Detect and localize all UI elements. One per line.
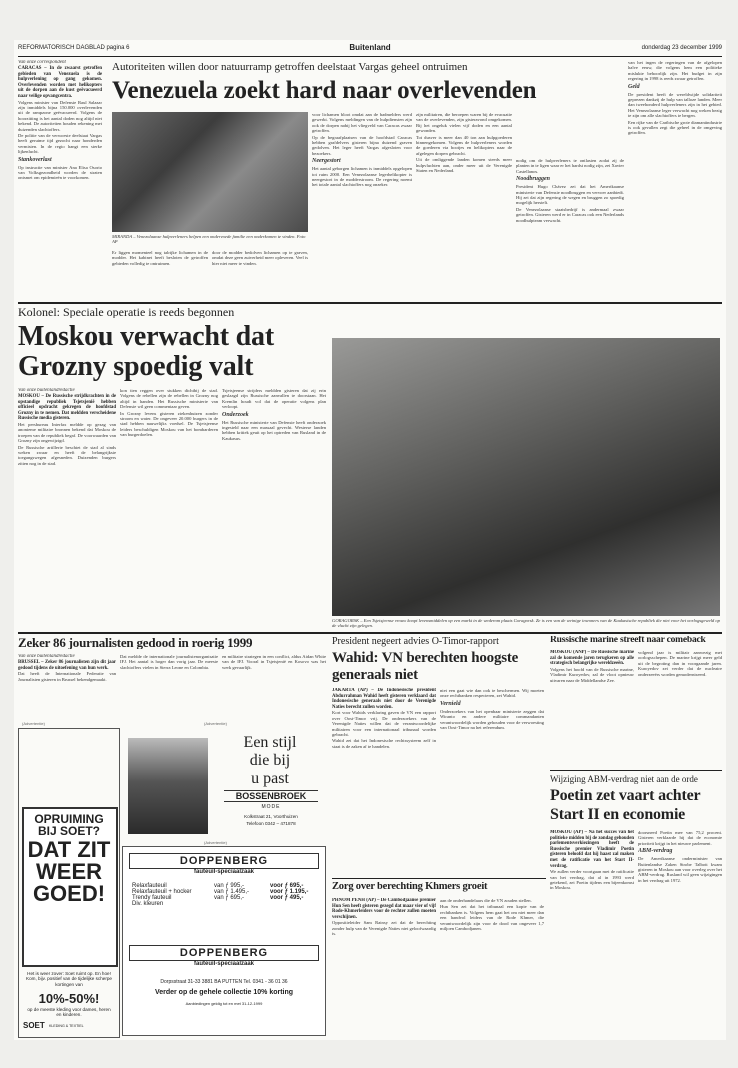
wahid-lead: JAKARTA (AP) – De Indonesische president Abdurrahman Wahid heeft gisteren verklaard dat Indonesische generaals niet door de Verenigde Naties berecht zullen worden. (332, 688, 436, 710)
section-title: Buitenland (349, 43, 391, 52)
doppenberg-logo-top: DOPPENBERG (129, 853, 319, 869)
phnom-lead: PHNOM PENH (AP) – De Cambodjaanse premier Hun Sen heeft gisteren gezegd dat maar vier of vijf Rode-Khmerleiders voor de rechter zullen moeten verschijnen. (332, 898, 436, 920)
ad-label: (Advertentie) (204, 840, 227, 845)
venezuela-sub-geld: Geld (628, 83, 640, 90)
venezuela-sub-noodbruggen: Noodbruggen (516, 176, 551, 183)
price-item-name: Trendy fauteuil (132, 895, 172, 901)
venezuela-col-a: Er liggen momenteel nog talrijke lichamen in de modder. Het kabinet heeft besloten de getroffen gebieden volledig te ontruimen. (112, 250, 208, 266)
venezuela-lead-column: Van onze correspondent CARACAS – In de zwaarst getroffen gebieden van Venezuela is de hulpverlening op gang gekomen. Overlevenden worden met helikopters uit de dorpen aan de kust geëvacueerd naar veilige opvangcentra. Volgens minister van Defensie Raul Salazar zijn inmiddels bijna 150.000 overlevenden uit de rampzone geëvacueerd. Volgens de hoorzitting is het aantal doden nog altijd niet bekend. De autoriteiten houden rekening met duizenden slachtoffers. De politie van de verwoeste deelstaat Vargas heeft geruime tijd gezocht naar honderden vermisten. In de regio hangt een sterke lijkenlucht. Stankoverlast Op instructie van minister Ana Elisa Osorio van Volksgezondheid worden de straten ontsmet om epidemieën te voorkomen. (18, 60, 102, 181)
venezuela-col-c: voor lichamen bloot omdat aan de badmelders werd gewerkt. Volgens meldingen van de hulpdiensten zijn ook de dorpen nabij het vliegveld van Caracas zwaar getroffen. Op de begraafplaatsen van de hoofdstad Caracas hebben grafdelvers gisteren bijna duizend graven gedolven. Het leger heeft Vargas afgesloten voor bezoekers. Neergestort Het aantal geborgen lichamen is inmiddels opgelopen tot ruim 2000. Een Venezolaanse legerhelikopter is neergestort in de modderstroom. De regering noemt het totale aantal slachtoffers nog onzeker. (312, 112, 412, 188)
divider (550, 770, 722, 771)
grozny-byline: Van onze buitenlandredactie (18, 388, 75, 393)
price-item-now: voor ƒ 1.195,- (270, 889, 309, 895)
grozny-kicker: Kolonel: Speciale operatie is reeds begonnen (18, 306, 235, 318)
opruiming-pct: 10%-50%! (38, 991, 100, 1006)
venezuela-col-e: nodig om de hulpverleners te ontlasten zodat zij de planten in te ligen waar er het hardst nodig zijn, zei Xavier Castellanos. Noodbruggen President Hugo Chávez zei dat het Amerikaanse ministerie van Defensie noodbruggen en vervoer aanbiedt. Hij zei dat zijn regering de wegen en bruggen zo spoedig mogelijk herstelt. De Venezolaanse staatsbedrijf is andermaal zwaar getroffen. Gisteren werd er in Caracas ook een Nederlands noodhulpteam verwacht. (516, 158, 624, 223)
newspaper-page (14, 40, 726, 1040)
soet-tagline: KLEDING & TEXTIEL (49, 1024, 84, 1028)
putin-col-a: MOSKOU (AP) – Na het succes van het politieke midden bij de zondag gehouden parlementsverkiezingen heeft de Russische premier Vladimir Poetin gisteren beloofd dat hij haast zal maken met de ratificatie van het Start II-verdrag. We zullen verder voortgaan met de ratificatie van het verdrag, dat al in 1993 werd getekend, zei Poetin tijdens een bijeenkomst in Moskou. (550, 830, 634, 891)
ad-label: (Advertentie) (204, 721, 227, 726)
wahid-headline: Wahid: VN berechten hoogste generaals niet (332, 650, 519, 683)
russian-fleet-lead: MOSKOU (ANP) – De Russische marine zal de komende jaren terugkeren op alle strategisch belangrijke wereldzeeën. (550, 650, 634, 667)
opruiming-line2: BIJ SOET? (37, 824, 100, 838)
price-item-name: Div. kleuren (132, 901, 164, 907)
bossenbroek-line3: u past (251, 770, 289, 787)
russian-fleet-col-b: volgend jaar is militair aanwezig met oorlogsschepen. De marine krijgt meer geld uit de begroting dan in voorgaande jaren. Kuroyedov zei verder dat de nucleaire onderzeeërs worden gemoderniseerd. (638, 650, 722, 677)
header-left: REFORMATORISCH DAGBLAD pagina 6 (18, 45, 130, 51)
bossenbroek-tel: Telefoon 0342 – 471878 (246, 821, 296, 826)
journalists-col-b: Dat meldde de internationale journalistenorganisatie IFJ. Het aantal is hoger dan vorig jaar. De meeste slachtoffers vielen in Sierra Leone en Colombia. (120, 654, 218, 670)
venezuela-col-d: zijn militairen, die beroepen waren bij de evacuatie van de overlevenden, zijn gisteravond omgekomen. Bij het ongeluk vielen vijf doden en een aantal gewonden. Tot dusver is meer dan 40 ton aan hulpgoederen binnengekomen. Volgens de hulpverleners worden de goederen via bootjes en helikopters naar de afgelegen dorpen gebracht. Uit de omliggende landen komen steeds meer hulpvluchten aan, onder meer uit de Verenigde Staten en Nederland. (416, 112, 512, 174)
doppenberg-ad[interactable] (122, 846, 326, 1036)
page-header (18, 44, 722, 57)
venezuela-headline: Venezuela zoekt hard naar overlevenden (112, 78, 537, 103)
doppenberg-logo-bottom: DOPPENBERG (129, 945, 319, 961)
bossenbroek-line2: die bij (249, 752, 291, 769)
opruiming-line3: DAT ZIT (27, 837, 111, 862)
journalists-col-a: Van onze buitenlandredactie BRUSSEL – Zeker 86 journalisten zijn dit jaar gedood tijdens de uitoefening van hun werk. Dat heeft de Internationale Federatie van Journalisten gisteren in Brussel bekendgemaakt. (18, 654, 116, 682)
divider (332, 878, 546, 879)
phnom-col-b: aan de onderhandelaars die de VN zouden stellen. Hun Sen zei dat het tribunaal een kopie van de rechtbanken is. Volgens hem gaat het om niet meer dan een handvol leiders van de Rode Khmer, die verantwoordelijk zijn voor de dood van ongeveer 1,7 miljoen Cambodjanen. (440, 898, 544, 932)
grozny-lead: MOSKOU – De Russische strijdkrachten in de opstandige republiek Tsjetsjenië hebben officieel opdracht gekregen de hoofdstad Grozny in te nemen. Dat meldden verscheidene Russische media gisteren. (18, 394, 116, 422)
price-item-was: van ƒ 995,- (214, 883, 245, 889)
venezuela-kicker: Autoriteiten willen door natuurramp getroffen deelstaat Vargas geheel ontruimen (112, 61, 468, 73)
phnom-headline: Zorg over berechting Khmers groeit (332, 882, 488, 892)
putin-headline: Poetin zet vaart achter Start II en economie (550, 787, 701, 823)
wahid-col-a: JAKARTA (AP) – De Indonesische president Abdurrahman Wahid heeft gisteren verklaard dat Indonesische generaals niet door de Verenigde Naties berecht zullen worden. Kort voor Wahids verklaring gaven de VN een rapport over Oost-Timor vrij. De onderzoekers van de Verenigde Naties willen dat de verantwoordelijke militairen voor een internationaal tribunaal worden gebracht. Wahid zei dat het Indonesische rechtssysteem zelf in staat is de zaken af te handelen. (332, 688, 436, 749)
grozny-caption: GORAGORSK – Een Tsjetsjeense vrouw koopt levensmiddelen op een markt in de wederom plaats Goragorsk. Ze is een van de weinige inwoners van de Kaukasische republiek die niet voor het oorlogsgeweld op de vlucht zijn gelegen. (332, 618, 720, 629)
bossenbroek-line1: Een stijl (243, 734, 297, 751)
suit-photo (128, 738, 208, 834)
venezuela-byline: Van onze correspondent (18, 60, 66, 65)
divider (18, 302, 722, 304)
price-item-name: Relaxfauteuil + hocker (132, 889, 192, 895)
grozny-headline: Moskou verwacht dat Grozny spoedig valt (18, 322, 274, 382)
soet-logo: SOET (23, 1021, 45, 1030)
doppenberg-sub-bottom: fauteuil-speciaalzaak (193, 961, 255, 967)
putin-kicker: Wijziging ABM-verdrag niet aan de orde (550, 774, 698, 784)
ad-label: (Advertentie) (22, 721, 45, 726)
venezuela-photo (112, 112, 308, 232)
journalists-col-c: en militaire strategen in een conflict, aldus Aidan White van de IFJ. Vooral in Tsjetsjenië en Kosovo was het werk gevaarlijk. (222, 654, 326, 670)
venezuela-caption: MIRANDA – Venezolaanse hulpverleners helpen een ondervoede familie een onderkomen te vinden. Foto AP (112, 234, 306, 245)
price-item-was: van ƒ 695,- (214, 895, 245, 901)
opruiming-desc: Het is weer zover: Soet ruimt op. En hoe! Kom, bijv. positief van de tijdelijke scherpe kortingen van (26, 971, 112, 987)
opruiming-line5: GOED! (32, 881, 106, 906)
wahid-col-b: niet een gaat wie dan ook te beschermen. Wij moeten onze rechtbanken respecteren, zei Wahid. Vernield Onderzoekers van het openbaar ministerie zeggen dat Wiranto en andere militaire commandanten verantwoordelijk worden gehouden voor de verwoesting van Oost-Timor na het referendum. (440, 688, 544, 731)
doppenberg-price-list (129, 883, 319, 907)
opruiming-line4: WEER (36, 859, 102, 884)
journalists-headline: Zeker 86 journalisten gedood in roerig 1999 (18, 636, 253, 649)
header-date: donderdag 23 december 1999 (641, 45, 722, 51)
venezuela-col-f: van het ingen de regeringen van de afgelopen halve eeuw, die volgens hem een politieke mislukte behoorlijk zijn. Het budget in zijn regering in 1998 is reeds zwaar getroffen. Geld De president heeft de wereldwijde solidariteit geprezen dankzij de hulp van talloze landen. Meer dan tweehonderd hulpverleners zijn in het gebied. Het Venezolaanse leger verwacht nog weken bezig te zijn om alle slachtoffers te bergen. Een rijke van de Caribische grote diamantindustrie is ook gevallen zegt die geheel in de omgeving getroffen. (628, 60, 722, 136)
bossenbroek-addr: Kolkstraat 21, Voorthuizen (244, 814, 298, 819)
bossenbroek-sub: MODE (261, 804, 281, 810)
phnom-col-a: PHNOM PENH (AP) – De Cambodjaanse premier Hun Sen heeft gisteren gezegd dat maar vier of vijf Rode-Khmerleiders voor de rechter zullen moeten verschijnen. Oppositieleider Sam Rainsy zei dat de berechting zonder hulp van de Verenigde Naties niet geloofwaardig is. (332, 898, 436, 937)
price-item-was (211, 901, 267, 907)
price-item-now (267, 901, 311, 907)
doppenberg-note: Aanbiedingen geldig tot en met 31-12-1999 (185, 1001, 263, 1006)
grozny-sub-onderzoek: Onderzoek (222, 411, 249, 418)
price-item-name: Relaxfauteuil (132, 883, 167, 889)
wahid-kicker: President negeert advies O-Timor-rapport (332, 636, 499, 647)
opruiming-ad[interactable] (18, 728, 120, 1038)
price-item-now: voor ƒ 495,- (270, 895, 304, 901)
opruiming-line1: OPRUIMING (34, 812, 104, 826)
putin-col-b: doorsneed Poetin mee van 75,2 procent. Gisteren verklaarde hij dat de economie prioriteit krijgt in het nieuwe parlement. ABM-verdrag De Amerikaanse onderminister van Buitenlandse Zaken Strobe Talbott kwam gisteren in Moskou aan voor overleg over het ABM-verdrag. Rusland wil geen wijzigingen in het verdrag uit 1972. (638, 830, 722, 883)
opruiming-foot: op de meeste kleding voor dames, heren en kinderen. (27, 1007, 111, 1018)
grozny-col-c: Tsjetsjeense strijders meldden gisteren dat zij erin geslaagd zijn Russische aanvallen te doorstaan. Het Kremlin houdt vol dat de operatie volgens plan verloopt. Onderzoek Het Russische ministerie van Defensie heeft onderzoek ingesteld naar een massaal gevecht. Westerse landen hebben kritiek geuit op het optreden van Rusland in de Kaukasus. (222, 388, 326, 441)
wahid-sub-vernield: Vernield (440, 700, 461, 707)
russian-fleet-headline: Russische marine streeft naar comeback (550, 636, 706, 645)
divider (18, 632, 722, 634)
venezuela-sub-stankoverlast: Stankoverlast (18, 156, 52, 163)
russian-fleet-col-a: MOSKOU (ANP) – De Russische marine zal de komende jaren terugkeren op alle strategisch belangrijke wereldzeeën. Volgens het hoofd van de Russische marine, Vladimir Kuroyedov, zal de vloot opnieuw uitvaren naar de Middellandse Zee. (550, 650, 634, 683)
putin-lead: MOSKOU (AP) – Na het succes van het politieke midden bij de zondag gehouden parlementsverkiezingen heeft de Russische premier Vladimir Poetin gisteren beloofd dat hij haast zal maken met de ratificatie van het Start II-verdrag. (550, 830, 634, 869)
bossenbroek-logo: BOSSENBROEK (224, 790, 318, 802)
price-row (129, 901, 311, 907)
venezuela-col-b: door de modder bedolven lichamen op te graven, omdat deze geen zuiverheid meer opleveren. Veel is hier niet meer te vinden. (212, 250, 308, 266)
venezuela-sub-neergestort: Neergestort (312, 158, 341, 165)
price-item-now: voor ƒ 695,- (270, 883, 304, 889)
doppenberg-address: Dorpsstraat 31-33 3881 BA PUTTEN Tel. 0341 - 36 01 36 (160, 979, 288, 985)
putin-sub-abm: ABM-verdrag (638, 848, 673, 855)
price-item-was: van ƒ 1.495,- (214, 889, 250, 895)
venezuela-lead: CARACAS – In de zwaarst getroffen gebieden van Venezuela is de hulpverlening op gang gekomen. Overlevenden worden met helikopters uit de dorpen aan de kust geëvacueerd naar veilige opvangcentra. (18, 66, 102, 99)
grozny-photo (332, 338, 720, 616)
grozny-col-b: kon tien reggen over stukken dichtbij de stad. Volgens de rebellen zijn de rebellen in Grozny nog altijd in handen. Het Russische ministerie van Defensie wil geen commentaar geven. In Grozny levens gisteren ziekenhuizen zonder stroom en water. De ongeveer 20.000 burgers in de stad hebben nauwelijks voedsel. De Tsjetsjeense leiders beschuldigen Moskou van het bombarderen van burgerdoelen. (120, 388, 218, 438)
doppenberg-promo: Verder op de gehele collectie 10% korting (154, 989, 294, 996)
grozny-col-a: Van onze buitenlandredactie MOSKOU – De Russische strijdkrachten in de opstandige republiek Tsjetsjenië hebben officieel opdracht gekregen de hoofdstad Grozny in te nemen. Dat meldden verscheidene Russische media gisteren. Het persbureau Interfax meldde op gezag van anonieme militaire bronnen bekend dat Moskou de troepen van de republiek begaf. De voorwaarden van Grozny zijn ongewijzigd. De Russische artillerie beschiet de stad al sinds weken zwaar en heeft de belangrijkste toegangswegen afgesneden. Duizenden burgers zitten nog in de stad. (18, 388, 116, 466)
journalists-lead: BRUSSEL – Zeker 86 journalisten zijn dit jaar gedood tijdens de uitoefening van hun werk. (18, 660, 116, 671)
bossenbroek-ad[interactable] (120, 728, 326, 836)
doppenberg-sub-top: fauteuil-speciaalzaak (193, 869, 255, 875)
journalists-byline: Van onze buitenlandredactie (18, 654, 75, 659)
